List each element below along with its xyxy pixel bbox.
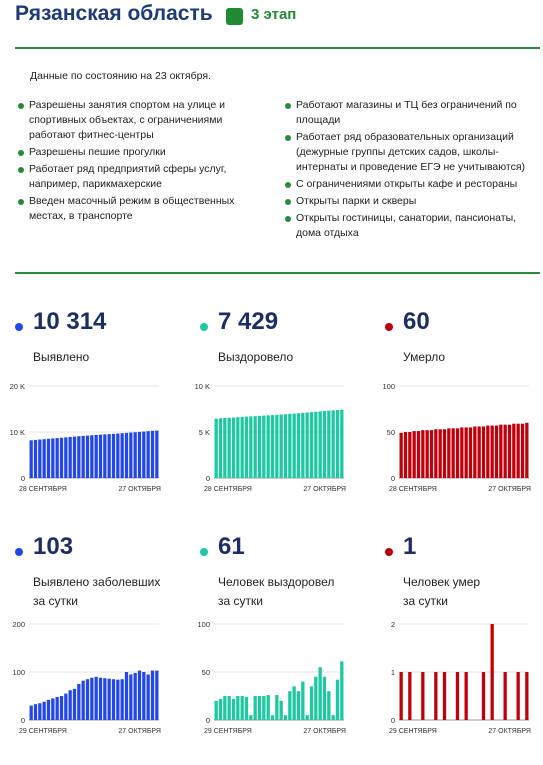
bar [258,416,261,478]
bar [38,703,41,720]
bar [314,412,317,478]
bar [456,672,459,720]
bar [319,411,322,478]
bar [469,427,472,478]
bar [73,437,76,478]
bar [517,424,520,478]
y-tick-label: 50 [386,428,395,437]
bar [64,437,67,478]
bar [478,426,481,478]
bar [116,434,119,478]
label-line: за сутки [33,594,78,608]
bar [223,418,226,478]
measure-item [285,211,535,241]
stat-died-day [385,525,543,765]
y-tick-label: 2 [390,620,395,629]
date-note: Данные по состоянию на 23 октября. [30,70,211,82]
bar [486,426,489,478]
bullet-icon [18,150,24,156]
bar [77,436,80,478]
bar [254,416,257,478]
measures-list-right [285,98,535,243]
died-daily-chart [375,618,535,742]
bar [138,671,141,720]
x-tick-label: 27 ОКТЯБРЯ [118,486,161,493]
x-tick-label: 27 ОКТЯБРЯ [303,486,346,493]
bar [51,698,54,720]
bar [439,429,442,478]
x-tick-label: 28 СЕНТЯБРЯ [19,486,67,493]
x-tick-label: 27 ОКТЯБРЯ [118,728,161,735]
bar [521,424,524,478]
bar [249,715,252,720]
bar [465,427,468,478]
bar [443,429,446,478]
bar [34,704,37,720]
bar [134,432,137,478]
bar [310,686,313,720]
x-tick-label: 29 СЕНТЯБРЯ [204,728,252,735]
y-tick-label: 0 [205,474,210,483]
measure-text: Открыты гостиницы, санатории, пансионаты, дома отдыха [296,212,517,239]
detected-value: 10 314 [33,308,107,335]
bar [245,697,248,720]
bar [147,674,150,720]
bar [284,414,287,478]
bar [142,432,145,478]
bar [499,425,502,478]
bar [421,430,424,478]
bar [413,431,416,478]
bar [421,672,424,720]
measure-text: Открыты парки и скверы [296,195,417,207]
stage-label: 3 этап [251,6,297,23]
bar [504,672,507,720]
bar [336,410,339,478]
bar [95,677,98,720]
bar [323,411,326,478]
bar [108,679,111,720]
bar [323,677,326,720]
bar [275,695,278,720]
bar [142,672,145,720]
x-tick-label: 29 СЕНТЯБРЯ [19,728,67,735]
bar [297,413,300,478]
bullet-icon [18,199,24,205]
bar [77,684,80,720]
measure-item [18,194,263,224]
y-tick-label: 0 [205,716,210,725]
stage-square-icon [226,8,243,25]
recovered-value: 7 429 [218,308,279,335]
y-tick-label: 0 [390,716,395,725]
bullet-icon [285,199,291,205]
measures-list-left [18,98,263,226]
y-tick-label: 0 [20,716,25,725]
bar [228,696,231,720]
bar [314,677,317,720]
bar [473,426,476,478]
bar [82,681,85,720]
bar [288,691,291,720]
bar [86,679,89,720]
bar [99,678,102,720]
bar [293,414,296,478]
bar [38,440,41,478]
bar [245,417,248,478]
bar [95,435,98,478]
bar [327,691,330,720]
teal-dot-icon [200,323,208,331]
recovered-day-label [218,573,368,611]
bar [340,661,343,720]
bar [134,673,137,720]
recovered-total-chart [190,380,350,500]
bar [90,678,93,720]
bar [47,439,50,478]
bar [443,672,446,720]
died-value: 60 [403,308,430,335]
bar [288,414,291,478]
bar [215,701,218,720]
bar [310,412,313,478]
measure-text: Разрешены занятия спортом на улице и спортивных объектах, с ограничениями работают фитнес-центры [29,99,225,141]
bar [434,672,437,720]
bar [262,696,265,720]
label-line: за сутки [218,594,263,608]
bar [223,696,226,720]
detected-day-label [33,573,183,611]
measure-item [285,194,535,209]
bar [51,438,54,478]
bar [525,423,528,478]
stat-detected-day [12,525,175,765]
y-tick-label: 5 K [198,428,210,437]
bar [417,431,420,478]
bar [267,415,270,478]
measure-item [18,162,263,192]
region-title: Рязанская область [15,2,213,25]
bar [121,679,124,720]
bar [512,424,515,478]
bar [112,434,115,478]
bar [452,428,455,478]
red-dot-icon [385,548,393,556]
x-tick-label: 27 ОКТЯБРЯ [488,486,531,493]
bar [147,431,150,478]
bar [236,696,239,720]
label-line: Выявлено заболевших [33,575,161,589]
bar [236,417,239,478]
stat-detected [9,300,175,540]
bar [267,695,270,720]
bar [108,434,111,478]
top-divider [15,47,540,49]
bar [219,418,222,478]
bar [56,697,59,720]
bar [306,715,309,720]
measure-item [285,130,535,175]
bar [400,433,403,478]
bar [301,413,304,478]
y-tick-label: 100 [197,620,210,629]
y-tick-label: 0 [20,474,25,483]
x-tick-label: 27 ОКТЯБРЯ [488,728,531,735]
bar [60,696,63,720]
bar [340,410,343,478]
y-tick-label: 100 [12,668,25,677]
bar [86,436,89,478]
bar [103,678,106,720]
bar [60,438,63,478]
label-line: Человек умер [403,575,481,589]
bar [151,671,154,720]
measure-text: Работает ряд образовательных организаций (дежурные группы детских садов, школы-интернаты и проведение ЕГЭ не учитываются) [296,131,526,173]
bar [155,431,158,478]
bar [125,672,128,720]
bar [447,428,450,478]
bar [241,417,244,478]
bar [262,416,265,478]
bar [306,412,309,478]
x-tick-label: 28 СЕНТЯБРЯ [389,486,437,493]
bar [275,415,278,478]
y-tick-label: 1 [390,668,395,677]
bar [254,696,257,720]
bar [460,427,463,478]
header [15,2,535,30]
bar [280,701,283,720]
bullet-icon [285,216,291,222]
y-tick-label: 200 [12,620,25,629]
bar [56,438,59,478]
y-tick-label: 100 [382,382,395,391]
bar [155,671,158,720]
bar [249,416,252,478]
detected-label: Выявлено [33,350,90,364]
bar [271,715,274,720]
measure-text: Работает ряд предприятий сферы услуг, например, парикмахерские [29,163,227,190]
y-tick-label: 10 K [194,382,210,391]
measure-item [18,145,263,160]
bar [30,440,33,478]
bar [129,433,132,478]
bar [232,417,235,478]
bar [47,700,50,720]
bar [138,432,141,478]
bullet-icon [285,182,291,188]
bullet-icon [18,103,24,109]
blue-dot-icon [15,548,23,556]
y-tick-label: 50 [201,668,210,677]
measure-text: Разрешены пешие прогулки [29,146,166,158]
bar [508,425,511,478]
bar [64,694,67,720]
bar [73,689,76,720]
bar [232,699,235,720]
bar [30,706,33,720]
bar [408,432,411,478]
bar [43,439,46,478]
died-total-chart [375,380,535,500]
bar [258,696,261,720]
recovered-daily-chart [190,618,350,742]
detected-total-chart [5,380,165,500]
stat-died [382,300,543,540]
bar [82,436,85,478]
bar [293,686,296,720]
x-tick-label: 28 СЕНТЯБРЯ [204,486,252,493]
recovered-day-value: 61 [218,533,245,560]
bar [34,440,37,478]
bar [125,433,128,478]
died-day-label [403,573,543,611]
measure-item [285,177,535,192]
bar [121,433,124,478]
x-tick-label: 27 ОКТЯБРЯ [303,728,346,735]
label-line: за сутки [403,594,448,608]
bar [90,435,93,478]
measure-item [18,98,263,143]
bar [482,426,485,478]
bar [525,672,528,720]
bar [301,682,304,720]
bar [112,679,115,720]
died-day-value: 1 [403,533,417,560]
bar [434,429,437,478]
bar [426,430,429,478]
detected-day-value: 103 [33,533,74,560]
bar [482,672,485,720]
bar [280,415,283,478]
bar [319,667,322,720]
bar [284,715,287,720]
y-tick-label: 0 [390,474,395,483]
bar [430,430,433,478]
bar [400,672,403,720]
bar [43,702,46,720]
bar [99,435,102,478]
bar [456,428,459,478]
bar [241,696,244,720]
bullet-icon [285,135,291,141]
bar [332,410,335,478]
detected-daily-chart [5,618,165,742]
y-tick-label: 20 K [9,382,25,391]
bar [297,691,300,720]
bar [129,674,132,720]
bar [332,715,335,720]
y-tick-label: 10 K [9,428,25,437]
label-line: Человек выздоровел [218,575,335,589]
bar [219,699,222,720]
bullet-icon [285,103,291,109]
bar [517,672,520,720]
bar [228,418,231,478]
blue-dot-icon [15,323,23,331]
measure-text: Введен масочный режим в общественных местах, в транспорте [29,195,235,222]
teal-dot-icon [200,548,208,556]
recovered-label: Выздоровело [218,350,294,364]
red-dot-icon [385,323,393,331]
measure-text: Работают магазины и ТЦ без ограничений по площади [296,99,517,126]
bar [408,672,411,720]
mid-divider [15,272,540,274]
bar [495,426,498,478]
bar [504,425,507,478]
bar [404,432,407,478]
bar [327,411,330,478]
bar [103,434,106,478]
bar [69,437,72,478]
bar [116,680,119,720]
bar [491,624,494,720]
measure-text: С ограничениями открыты кафе и рестораны [296,178,518,190]
stat-recovered [194,300,360,540]
x-tick-label: 29 СЕНТЯБРЯ [389,728,437,735]
bar [465,672,468,720]
bar [271,415,274,478]
bullet-icon [18,167,24,173]
bar [215,419,218,478]
bar [69,690,72,720]
bar [336,680,339,720]
bar [491,426,494,478]
bar [151,431,154,478]
died-label: Умерло [403,350,446,364]
measure-item [285,98,535,128]
stat-recovered-day [197,525,360,765]
